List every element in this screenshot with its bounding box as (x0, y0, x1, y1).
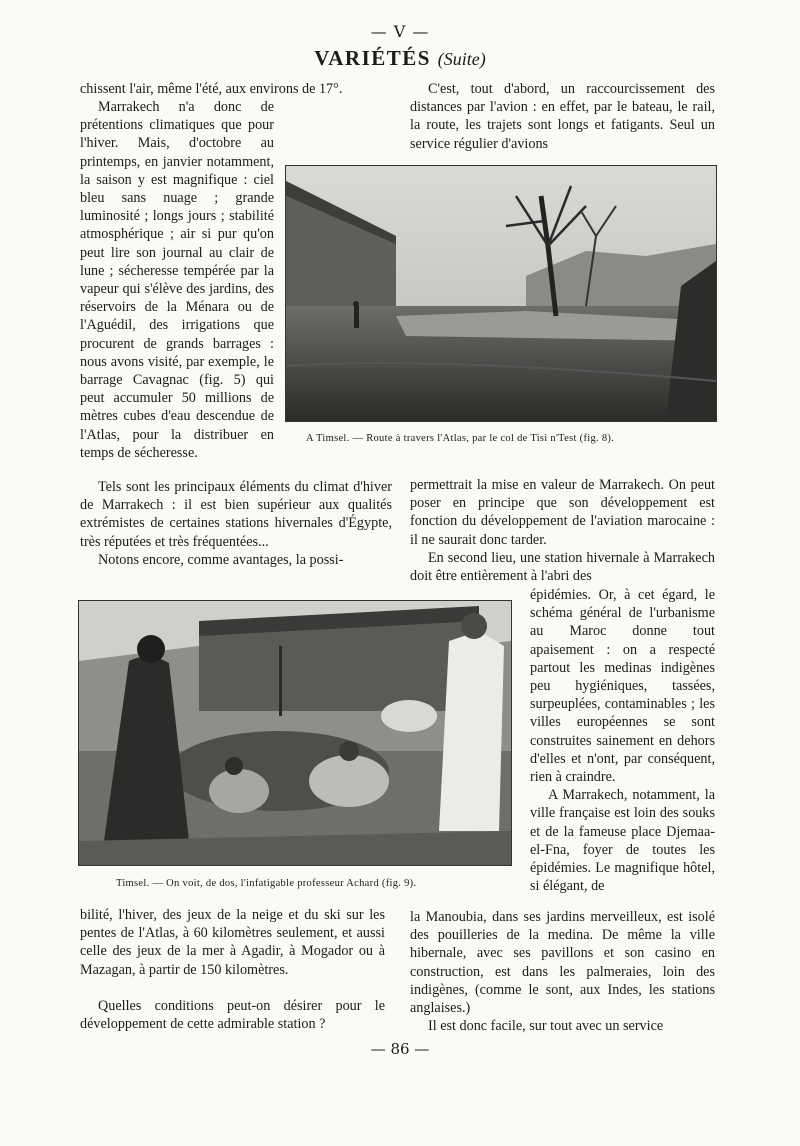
left-column-top-first (80, 80, 392, 98)
paragraph: chissent l'air, même l'été, aux environs de 17°. (80, 81, 343, 97)
market-crowd-image (79, 601, 511, 865)
figure-9-caption: Timsel. — On voit, de dos, l'infatigable professeur Achard (fig. 9). (116, 878, 417, 889)
paragraph: Marrakech n'a donc de prétentions climatiques que pour l'hiver. Mais, d'octobre au printemps, en janvier notamment, la saison y est magnifique : ciel bleu sans nuage ; grande luminosité ; longs jours ; stabilité atmosphérique ; air si pur qu'on peut lire son journal au clair de lune ; sécheresse tempérée par la vapeur qui s'élève des jardins, des réservoirs de la Ménara ou de l'Aguédil, des irrigations que procurent de grands barrages : nous avons visité, par exemple, le barrage Cavagnac (fig. 5) qui peut accumuler 50 millions de mètres cubes d'eau descendue de l'Atlas, pour la distribuer en temps de sécheresse. (80, 99, 274, 461)
paragraph: épidémies. Or, à cet égard, le schéma général de l'urbanisme au Maroc donne tout apaisement : on a respecté partout les medinas indigènes peu hygiéniques, tassées, surpeuplées, contaminables ; les villes européennes se sont construites sainement en dehors d'elles et n'ont, par conséquent, rien à craindre. (530, 587, 715, 786)
title-suffix: (Suite) (437, 49, 486, 69)
paragraph: Notons encore, comme avantages, la possi- (98, 551, 344, 568)
paragraph: permettrait la mise en valeur de Marrakech. On peut poser en principe que son développement est fonction du développement de l'aviation marocaine : il ne saurait donc tarder. (410, 477, 715, 548)
figure-8-photo (285, 165, 717, 422)
paragraph: Quelles conditions peut-on désirer pour le développement de cette admirable station ? (80, 997, 385, 1033)
paragraph: En second lieu, une station hivernale à Marrakech doit être entièrement à l'abri des (410, 549, 715, 585)
section-number: — V — (370, 22, 430, 41)
left-column-bottom (80, 906, 385, 1033)
page-number: — 86 — (370, 1040, 430, 1058)
left-column-top (80, 98, 274, 462)
right-column-bottom (410, 908, 715, 1035)
figure-9-photo (78, 600, 512, 866)
paragraph: Tels sont les principaux éléments du climat d'hiver de Marrakech : il est bien supérieur aux qualités extrémistes de certaines stations hivernales d'Égypte, très réputées et très fréquentées... (80, 479, 392, 550)
paragraph: Il est donc facile, sur tout avec un service (428, 1018, 664, 1035)
atlas-road-image (286, 166, 716, 421)
title-text: VARIÉTÉS (314, 46, 431, 70)
paragraph: bilité, l'hiver, des jeux de la neige et du ski sur les pentes de l'Atlas, à 60 kilomètres seulement, et aussi celle des jeux de la mer à Agadir, à Mogador ou à Mazagan, à partir de 150 kilomètres. (80, 907, 385, 978)
right-column-top (410, 80, 715, 153)
paragraph: la Manoubia, dans ses jardins merveilleux, est isolé des pouilleries de la medina. De même la ville hibernale, avec ses pavillons et son casino en construction, est dans les palmeraies, loin des indigènes, (comme le sont, aux Indes, les stations anglaises.) (410, 909, 715, 1017)
right-column-middle (410, 476, 715, 585)
figure-8-caption: A Timsel. — Route à travers l'Atlas, par le col de Tisi n'Test (fig. 8). (306, 433, 615, 444)
page-title (0, 46, 800, 71)
left-column-mid (80, 478, 392, 569)
paragraph: C'est, tout d'abord, un raccourcissement des distances par l'avion : en effet, par le bateau, le rail, la route, les trajets sont longs et fatigants. Seul un service régulier d'avions (410, 81, 715, 152)
paragraph: A Marrakech, notamment, la ville française est loin des souks et de la fameuse place Djemaa-el-Fna, foyer de toutes les épidémies. Le magnifique hôtel, si élégant, de (530, 787, 715, 895)
right-column-narrow (530, 586, 715, 895)
